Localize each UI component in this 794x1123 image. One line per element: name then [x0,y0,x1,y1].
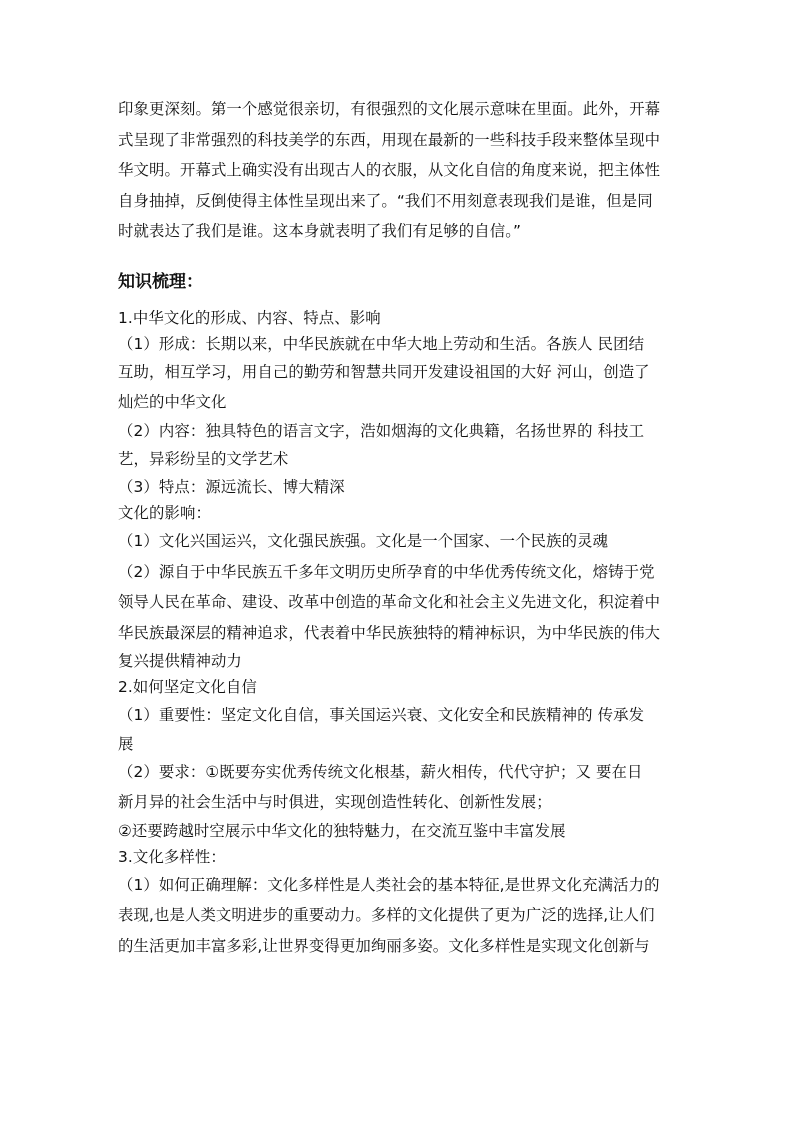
importance-paragraph [118,700,680,757]
influence-title: 文化的影响： [118,504,211,522]
importance-line: 展 [118,734,134,753]
section-heading: 知识梳理： [118,271,203,292]
intro-line: 式呈现了非常强烈的科技美学的东西，用现在最新的一些科技手段来整体呈现中 [118,130,661,149]
influence-line: 复兴提供精神动力 [118,652,242,670]
requirement-extra [118,818,680,870]
section-2-title: 2.如何坚定文化自信 [118,678,257,696]
content-line: （2）内容：独具特色的语言文字，浩如烟海的文化典籍，名扬世界的 科技工 [118,421,645,440]
formation-line: 灿烂的中华文化 [118,393,227,411]
understanding-paragraph [118,870,680,962]
formation-line: 互助，相互学习，用自己的勤劳和智慧共同开发建设祖国的大好 河山，创造了 [118,362,650,381]
importance-line: （1）重要性：坚定文化自信，事关国运兴衰、文化安全和民族精神的 传承发 [118,706,645,724]
formation-line: （1）形成：长期以来，中华民族就在中华大地上劳动和生活。各族人 民团结 [118,334,645,353]
intro-line: 印象更深刻。第一个感觉很亲切，有很强烈的文化展示意味在里面。此外，开幕 [118,100,661,118]
intro-line: 自身抽掉，反倒使得主体性呈现出来了。“我们不用刻意表现我们是谁，但是同 [118,191,653,210]
document-page [118,92,680,961]
understanding-line: （1）如何正确理解：文化多样性是人类社会的基本特征,是世界文化充满活力的 [118,875,660,894]
feature-line: （3）特点：源远流长、博大精深 [118,478,345,496]
influence-line: 领导人民在革命、建设、改革中创造的革命文化和社会主义先进文化，积淀着中 [118,593,661,611]
section-2 [118,674,680,700]
intro-paragraph [118,94,680,247]
feature-block [118,474,680,557]
influence-paragraph-2 [118,557,680,675]
influence-line: （2）源自于中华民族五千多年文明历史所孕育的中华优秀传统文化，熔铸于党 [118,562,655,581]
section-3-title: 3.文化多样性： [118,847,226,866]
content-paragraph [118,418,680,475]
influence-line-1: （1）文化兴国运兴，文化强民族强。文化是一个国家、一个民族的灵魂 [118,532,609,550]
intro-line: 时就表达了我们是谁。这本身就表明了我们有足够的自信。” [118,222,522,240]
formation-paragraph [118,331,680,418]
understanding-line: 表现,也是人类文明进步的重要动力。多样的文化提供了更为广泛的选择,让人们 [118,906,655,924]
influence-line: 华民族最深层的精神追求，代表着中华民族独特的精神标识，为中华民族的伟大 [118,623,661,642]
requirement-line: （2）要求：①既要夯实优秀传统文化根基，薪火相传，代代守护；又 要在日 [118,762,643,781]
intro-line: 华文明。开幕式上确实没有出现古人的衣服，从文化自信的角度来说，把主体性 [118,161,661,179]
content-line: 艺，异彩纷呈的文学艺术 [118,449,289,468]
understanding-line: 的生活更加丰富多彩,让世界变得更加绚丽多姿。文化多样性是实现文化创新与 [118,936,650,955]
section-1 [118,305,680,331]
requirement-line-2: ②还要跨越时空展示中华文化的独特魅力，在交流互鉴中丰富发展 [118,821,566,840]
requirement-line: 新月异的社会生活中与时俱进，实现创造性转化、创新性发展； [118,793,552,811]
requirement-paragraph [118,757,680,818]
section-1-title: 1.中华文化的形成、内容、特点、影响 [118,308,381,327]
